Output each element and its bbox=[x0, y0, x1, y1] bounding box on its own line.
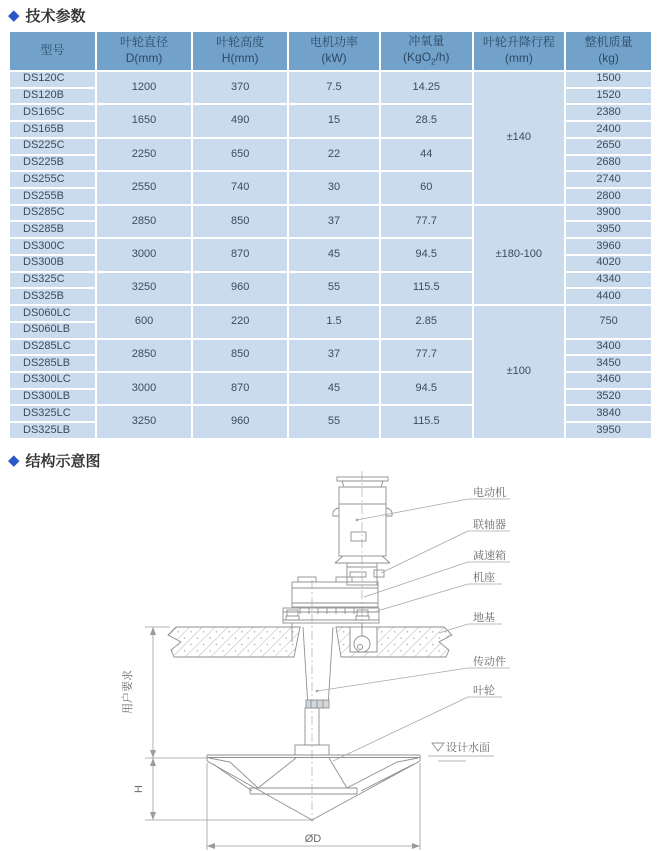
table-cell: DS165C bbox=[9, 104, 96, 121]
table-cell: 870 bbox=[192, 238, 288, 271]
foundation-drawing bbox=[168, 627, 452, 657]
table-cell: ±180-100 bbox=[473, 205, 566, 305]
table-header-row bbox=[9, 31, 652, 71]
gearbox-drawing bbox=[292, 577, 378, 607]
table-cell: 2800 bbox=[565, 188, 652, 205]
impeller-drawing bbox=[207, 755, 420, 820]
table-cell: DS285B bbox=[9, 221, 96, 238]
table-cell: 4400 bbox=[565, 288, 652, 305]
part-labels bbox=[446, 485, 506, 754]
table-cell: DS120C bbox=[9, 71, 96, 88]
table-cell: 30 bbox=[288, 171, 380, 204]
col-header-oxygen: 冲氧量 (KgO$_2$/h) bbox=[380, 31, 473, 71]
table-cell: 77.7 bbox=[380, 339, 473, 372]
table-cell: 3520 bbox=[565, 389, 652, 406]
table-cell: 94.5 bbox=[380, 372, 473, 405]
table-cell: 3400 bbox=[565, 339, 652, 356]
table-cell: DS325LB bbox=[9, 422, 96, 439]
table-cell: 37 bbox=[288, 205, 380, 238]
table-cell: 2680 bbox=[565, 155, 652, 172]
table-cell: 37 bbox=[288, 339, 380, 372]
section-heading-params bbox=[8, 5, 86, 26]
table-cell: DS325B bbox=[9, 288, 96, 305]
table-cell: 2400 bbox=[565, 121, 652, 138]
table-cell: DS225B bbox=[9, 155, 96, 172]
label-foundation: 地基 bbox=[473, 612, 495, 624]
table-cell: 7.5 bbox=[288, 71, 380, 104]
label-coupling: 联轴器 bbox=[473, 519, 506, 531]
diamond-bullet-icon: ◆ bbox=[8, 452, 20, 469]
table-cell: 3250 bbox=[96, 272, 192, 305]
dim-h: H bbox=[133, 785, 145, 793]
table-cell: 14.25 bbox=[380, 71, 473, 104]
table-row bbox=[9, 205, 652, 222]
table-cell: DS285LC bbox=[9, 339, 96, 356]
table-cell: 2740 bbox=[565, 171, 652, 188]
table-cell: 2550 bbox=[96, 171, 192, 204]
table-cell: 490 bbox=[192, 104, 288, 137]
table-cell: 3900 bbox=[565, 205, 652, 222]
table-cell: 22 bbox=[288, 138, 380, 171]
table-cell: 750 bbox=[565, 305, 652, 338]
structure-diagram bbox=[0, 460, 660, 851]
shaft-drawing bbox=[295, 627, 333, 755]
table-cell: DS060LC bbox=[9, 305, 96, 322]
table-cell: 15 bbox=[288, 104, 380, 137]
table-cell: 960 bbox=[192, 405, 288, 439]
col-header-model: 型号 bbox=[9, 31, 96, 71]
table-row bbox=[9, 71, 652, 88]
label-gearbox: 减速箱 bbox=[473, 550, 506, 562]
table-row bbox=[9, 305, 652, 322]
col-header-weight: 整机质量 (kg) bbox=[565, 31, 652, 71]
table-cell: 55 bbox=[288, 405, 380, 439]
table-cell: 3960 bbox=[565, 238, 652, 255]
table-cell: DS225C bbox=[9, 138, 96, 155]
table-cell: DS120B bbox=[9, 88, 96, 105]
table-cell: 4340 bbox=[565, 272, 652, 289]
table-cell: 1.5 bbox=[288, 305, 380, 338]
table-cell: 45 bbox=[288, 238, 380, 271]
table-cell: 850 bbox=[192, 205, 288, 238]
table-cell: DS325C bbox=[9, 272, 96, 289]
table-cell: 2380 bbox=[565, 104, 652, 121]
table-cell: DS300C bbox=[9, 238, 96, 255]
table-cell: 3450 bbox=[565, 355, 652, 372]
table-cell: 28.5 bbox=[380, 104, 473, 137]
table-cell: 850 bbox=[192, 339, 288, 372]
table-cell: 55 bbox=[288, 272, 380, 305]
table-cell: 4020 bbox=[565, 255, 652, 272]
table-cell: 115.5 bbox=[380, 405, 473, 439]
section-title-structure: 结构示意图 bbox=[25, 453, 101, 470]
table-cell: ±100 bbox=[473, 305, 566, 439]
table-cell: DS300LB bbox=[9, 389, 96, 406]
motor-drawing bbox=[333, 477, 392, 563]
table-cell: DS300LC bbox=[9, 372, 96, 389]
section-title-params: 技术参数 bbox=[25, 8, 86, 25]
table-cell: 45 bbox=[288, 372, 380, 405]
col-header-power: 电机功率 (kW) bbox=[288, 31, 380, 71]
table-cell: 3950 bbox=[565, 422, 652, 439]
table-cell: 115.5 bbox=[380, 272, 473, 305]
col-header-stroke: 叶轮升降行程 (mm) bbox=[473, 31, 566, 71]
dim-diameter: ØD bbox=[304, 833, 322, 845]
table-cell: DS285LB bbox=[9, 355, 96, 372]
label-base: 机座 bbox=[473, 572, 495, 584]
table-cell: DS255C bbox=[9, 171, 96, 188]
table-cell: 370 bbox=[192, 71, 288, 104]
table-cell: 960 bbox=[192, 272, 288, 305]
table-cell: ±140 bbox=[473, 71, 566, 205]
table-cell: DS165B bbox=[9, 121, 96, 138]
col-header-diameter: 叶轮直径 D(mm) bbox=[96, 31, 192, 71]
table-cell: 3000 bbox=[96, 372, 192, 405]
table-cell: 600 bbox=[96, 305, 192, 338]
table-cell: 3250 bbox=[96, 405, 192, 439]
table-cell: 1650 bbox=[96, 104, 192, 137]
table-cell: 1500 bbox=[565, 71, 652, 88]
table-cell: 94.5 bbox=[380, 238, 473, 271]
label-impeller: 叶轮 bbox=[473, 685, 495, 697]
params-table bbox=[8, 30, 653, 440]
table-cell: 2250 bbox=[96, 138, 192, 171]
table-cell: 77.7 bbox=[380, 205, 473, 238]
label-motor: 电动机 bbox=[473, 487, 506, 499]
table-cell: 740 bbox=[192, 171, 288, 204]
table-cell: 650 bbox=[192, 138, 288, 171]
params-table-body bbox=[9, 71, 652, 439]
table-cell: DS300B bbox=[9, 255, 96, 272]
dimension-lines bbox=[145, 627, 420, 850]
table-cell: DS255B bbox=[9, 188, 96, 205]
label-water-level: 设计水面 bbox=[446, 742, 490, 754]
table-cell: 1520 bbox=[565, 88, 652, 105]
table-cell: 3840 bbox=[565, 405, 652, 422]
table-cell: 2.85 bbox=[380, 305, 473, 338]
table-cell: 2850 bbox=[96, 205, 192, 238]
table-cell: DS285C bbox=[9, 205, 96, 222]
table-cell: 3000 bbox=[96, 238, 192, 271]
table-cell: DS060LB bbox=[9, 322, 96, 339]
diamond-bullet-icon: ◆ bbox=[8, 7, 20, 24]
machine-drawing bbox=[168, 471, 494, 822]
table-cell: 3460 bbox=[565, 372, 652, 389]
table-cell: 2650 bbox=[565, 138, 652, 155]
table-cell: 60 bbox=[380, 171, 473, 204]
dim-user-requirement: 用户要求 bbox=[122, 670, 134, 714]
table-cell: 1200 bbox=[96, 71, 192, 104]
table-cell: 2850 bbox=[96, 339, 192, 372]
table-cell: 220 bbox=[192, 305, 288, 338]
label-transmission: 传动件 bbox=[473, 656, 506, 668]
table-cell: 44 bbox=[380, 138, 473, 171]
table-cell: DS325LC bbox=[9, 405, 96, 422]
table-cell: 870 bbox=[192, 372, 288, 405]
col-header-height: 叶轮高度 H(mm) bbox=[192, 31, 288, 71]
table-cell: 3950 bbox=[565, 221, 652, 238]
